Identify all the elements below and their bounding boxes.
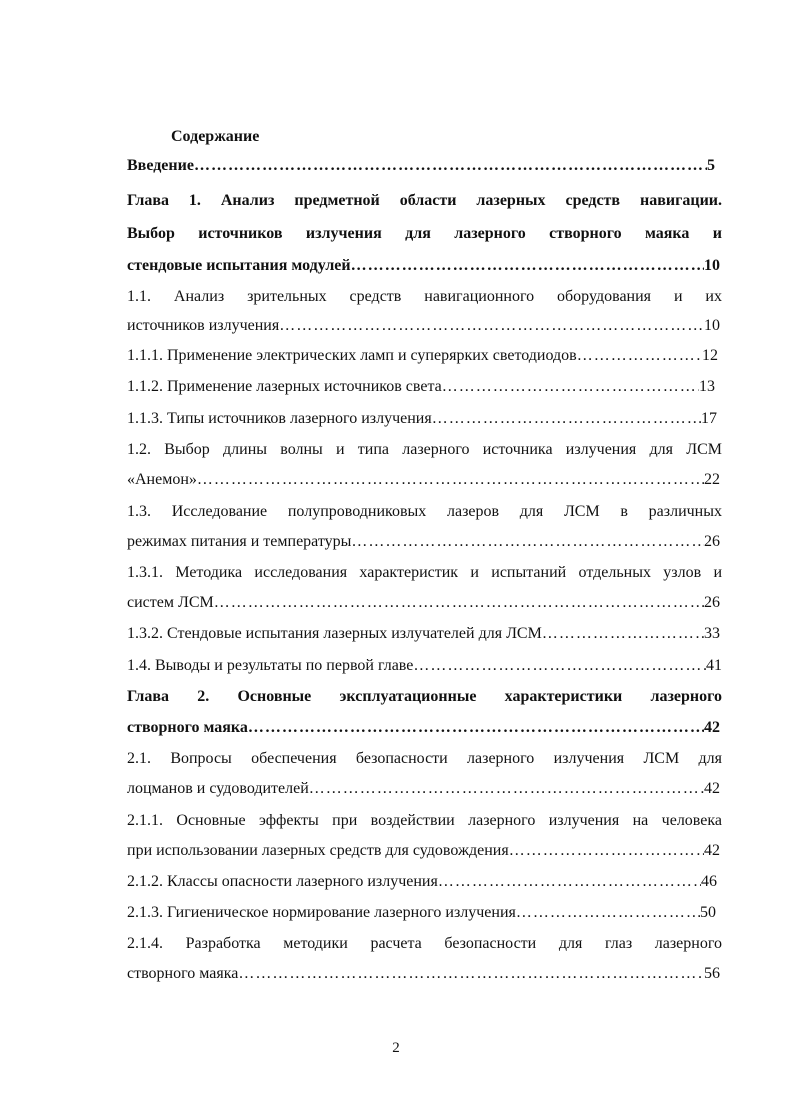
toc-entry-text: 1.1.1. Применение электрических ламп и суперяркиx светодиодов (127, 347, 577, 364)
toc-entry-text: 2.1.3. Гигиеническое нормирование лазерного излучения (127, 904, 516, 921)
toc-entry-1-3-line2[interactable] (127, 532, 720, 552)
toc-entry-page: 42 (704, 719, 720, 736)
toc-entry-1-1-2[interactable] (127, 377, 715, 397)
toc-entry-text: «Анемон» (127, 471, 197, 488)
toc-entry-chapter1-line1[interactable]: Глава 1. Анализ предметной области лазерных средств навигации. (127, 192, 722, 209)
toc-entry-chapter1-line3[interactable] (127, 256, 720, 276)
toc-entry-2-1-4-line1[interactable]: 2.1.4. Разработка методики расчета безопасности для глаз лазерного (127, 935, 722, 952)
toc-title: Содержание (171, 128, 260, 145)
dot-leader (442, 377, 699, 397)
toc-entry-page: 17 (701, 410, 717, 427)
toc-entry-page: 22 (704, 471, 720, 488)
toc-entry-2-1-4-line2[interactable] (127, 964, 720, 984)
dot-leader (309, 779, 704, 799)
toc-entry-2-1-1-line1[interactable]: 2.1.1. Основные эффекты при воздействии лазерного излучения на человека (127, 812, 722, 829)
toc-entry-page: 42 (704, 842, 720, 859)
toc-entry-text: систем ЛСМ (127, 594, 214, 611)
dot-leader (351, 256, 704, 276)
dot-leader (214, 593, 704, 613)
toc-entry-page: 41 (706, 657, 722, 674)
toc-entry-page: 5 (707, 157, 715, 174)
toc-entry-page: 13 (699, 378, 715, 395)
toc-entry-1-1-3[interactable] (127, 409, 717, 429)
dot-leader (413, 656, 706, 676)
toc-entry-text: 2.1.2. Классы опасности лазерного излучения (127, 873, 438, 890)
toc-entry-2-1-1-line2[interactable] (127, 841, 720, 861)
toc-entry-1-2-line1[interactable]: 1.2. Выбор длины волны и типа лазерного источника излучения для ЛСМ (127, 441, 722, 458)
toc-entry-page: 56 (704, 965, 720, 982)
toc-entry-text: при использовании лазерных средств для судовождения (127, 842, 509, 859)
toc-entry-text: лоцманов и судоводителей (127, 780, 309, 797)
dot-leader (509, 841, 704, 861)
toc-entry-page: 33 (704, 625, 720, 642)
toc-entry-chapter2-line2[interactable] (127, 718, 720, 738)
toc-entry-page: 46 (701, 873, 717, 890)
toc-entry-1-2-line2[interactable] (127, 470, 720, 490)
toc-entry-1-3-line1[interactable]: 1.3. Исследование полупроводниковых лазеров для ЛСМ в различных (127, 503, 722, 520)
dot-leader (542, 624, 704, 644)
dot-leader (238, 964, 704, 984)
dot-leader (438, 872, 701, 892)
page-number: 2 (392, 1040, 400, 1056)
toc-entry-page: 10 (704, 317, 720, 334)
toc-entry-text: 1.3.2. Стендовые испытания лазерных излучателей для ЛСМ (127, 625, 542, 642)
dot-leader (197, 470, 704, 490)
dot-leader (432, 409, 701, 429)
dot-leader (351, 532, 704, 552)
toc-entry-page: 12 (702, 347, 718, 364)
dot-leader (516, 903, 700, 923)
toc-entry-text: источников излучения (127, 317, 280, 334)
toc-entry-page: 26 (704, 594, 720, 611)
dot-leader (577, 346, 702, 366)
toc-entry-page: 10 (704, 257, 720, 274)
toc-entry-1-3-2[interactable] (127, 624, 720, 644)
toc-entry-text: 1.1.3. Типы источников лазерного излучения (127, 410, 432, 427)
toc-entry-2-1-2[interactable] (127, 872, 717, 892)
toc-entry-1-1-line2[interactable] (127, 316, 720, 336)
toc-entry-2-1-line2[interactable] (127, 779, 720, 799)
dot-leader (248, 718, 704, 738)
dot-leader (194, 156, 707, 176)
toc-entry-text: 1.4. Выводы и результаты по первой главе (127, 657, 414, 674)
toc-entry-text: створного маяка (127, 719, 248, 736)
toc-entry-chapter1-line2[interactable]: Выбор источников излучения для лазерного створного маяка и (127, 225, 722, 242)
toc-entry-chapter2-line1[interactable]: Глава 2. Основные эксплуатационные характеристики лазерного (127, 688, 722, 705)
toc-entry-text: режимах питания и температуры (127, 533, 352, 550)
toc-entry-text: Введение (127, 157, 194, 174)
toc-entry-page: 42 (704, 780, 720, 797)
toc-entry-page: 50 (700, 904, 716, 921)
toc-entry-text: стендовые испытания модулей (127, 257, 351, 274)
toc-entry-text: створного маяка (127, 965, 239, 982)
toc-entry-2-1-line1[interactable]: 2.1. Вопросы обеспечения безопасности лазерного излучения ЛСМ для (127, 750, 722, 767)
toc-entry-2-1-3[interactable] (127, 903, 716, 923)
toc-entry-1-1-line1[interactable]: 1.1. Анализ зрительных средств навигационного оборудования и их (127, 288, 722, 305)
dot-leader (279, 316, 704, 336)
toc-entry-1-1-1[interactable] (127, 346, 718, 366)
toc-entry-1-3-1-line2[interactable] (127, 593, 720, 613)
toc-entry-text: 1.1.2. Применение лазерных источников света (127, 378, 442, 395)
toc-entry-intro[interactable] (127, 156, 715, 176)
toc-entry-1-4[interactable] (127, 656, 722, 676)
toc-entry-1-3-1-line1[interactable]: 1.3.1. Методика исследования характеристик и испытаний отдельных узлов и (127, 564, 722, 581)
toc-entry-page: 26 (704, 533, 720, 550)
